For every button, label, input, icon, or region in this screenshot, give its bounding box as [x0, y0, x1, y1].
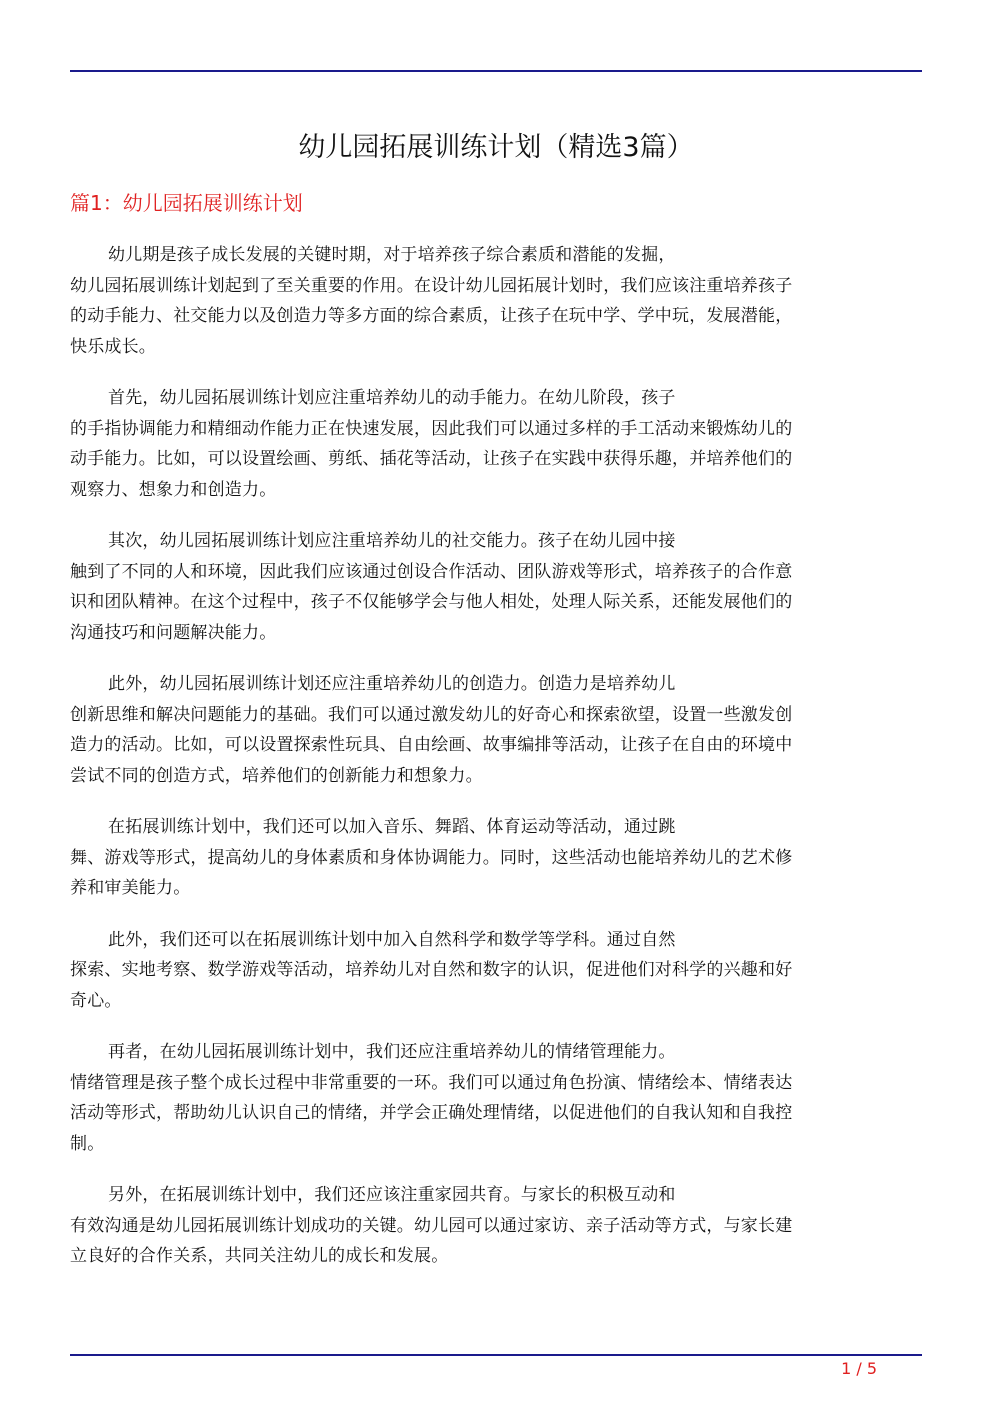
section-heading: 篇1：幼儿园拓展训练计划 — [70, 191, 303, 215]
paragraph-line: 活动等形式，帮助幼儿认识自己的情绪，并学会正确处理情绪，以促进他们的自我认知和自我控 — [70, 1103, 793, 1123]
document-title: 幼儿园拓展训练计划（精选3篇） — [298, 132, 694, 163]
paragraph-line: 立良好的合作关系，共同关注幼儿的成长和发展。 — [70, 1246, 449, 1266]
paragraph-line: 幼儿期是孩子成长发展的关键时期，对于培养孩子综合素质和潜能的发掘， — [108, 245, 676, 265]
paragraph-line: 舞、游戏等形式，提高幼儿的身体素质和身体协调能力。同时，这些活动也能培养幼儿的艺术修 — [70, 847, 793, 868]
paragraph-line: 奇心。 — [70, 990, 122, 1011]
paragraph-line: 探索、实地考察、数学游戏等活动，培养幼儿对自然和数字的认识，促进他们对科学的兴趣和好 — [70, 960, 793, 980]
paragraph-line: 再者，在幼儿园拓展训练计划中，我们还应注重培养幼儿的情绪管理能力。 — [108, 1042, 676, 1062]
paragraph-line: 养和审美能力。 — [70, 878, 191, 898]
paragraph-4 — [70, 669, 912, 791]
document-body — [70, 240, 912, 1293]
paragraph-line: 造力的活动。比如，可以设置探索性玩具、自由绘画、故事编排等活动，让孩子在自由的环境中 — [70, 735, 793, 755]
footer-rule — [70, 1354, 922, 1356]
paragraph-line: 动手能力。比如，可以设置绘画、剪纸、插花等活动，让孩子在实践中获得乐趣，并培养他们的 — [70, 449, 793, 469]
paragraph-line: 创新思维和解决问题能力的基础。我们可以通过激发幼儿的好奇心和探索欲望，设置一些激发创 — [70, 704, 793, 725]
paragraph-7 — [70, 1037, 912, 1159]
paragraph-line: 的动手能力、社交能力以及创造力等多方面的综合素质，让孩子在玩中学、学中玩，发展潜能， — [70, 306, 793, 326]
paragraph-line: 的手指协调能力和精细动作能力正在快速发展，因此我们可以通过多样的手工活动来锻炼幼儿的 — [70, 418, 793, 439]
paragraph-5 — [70, 812, 912, 904]
paragraph-line: 制。 — [70, 1133, 105, 1154]
paragraph-8 — [70, 1180, 912, 1272]
paragraph-line: 在拓展训练计划中，我们还可以加入音乐、舞蹈、体育运动等活动，通过跳 — [108, 817, 676, 837]
paragraph-1 — [70, 240, 912, 362]
paragraph-line: 触到了不同的人和环境，因此我们应该通过创设合作活动、团队游戏等形式，培养孩子的合作意 — [70, 561, 793, 582]
paragraph-3 — [70, 526, 912, 648]
paragraph-line: 此外，我们还可以在拓展训练计划中加入自然科学和数学等学科。通过自然 — [108, 929, 676, 950]
page-number: 1 / 5 — [841, 1359, 877, 1378]
paragraph-line: 识和团队精神。在这个过程中，孩子不仅能够学会与他人相处，处理人际关系，还能发展他们的 — [70, 592, 793, 612]
paragraph-line: 首先，幼儿园拓展训练计划应注重培养幼儿的动手能力。在幼儿阶段，孩子 — [108, 388, 676, 408]
paragraph-line: 此外，幼儿园拓展训练计划还应注重培养幼儿的创造力。创造力是培养幼儿 — [108, 674, 676, 694]
paragraph-2 — [70, 383, 912, 505]
paragraph-line: 尝试不同的创造方式，培养他们的创新能力和想象力。 — [70, 765, 483, 786]
paragraph-line: 幼儿园拓展训练计划起到了至关重要的作用。在设计幼儿园拓展计划时，我们应该注重培养孩子 — [70, 275, 793, 296]
paragraph-line: 观察力、想象力和创造力。 — [70, 479, 277, 500]
paragraph-6 — [70, 925, 912, 1017]
paragraph-line: 有效沟通是幼儿园拓展训练计划成功的关键。幼儿园可以通过家访、亲子活动等方式，与家长建 — [70, 1215, 793, 1236]
paragraph-line: 情绪管理是孩子整个成长过程中非常重要的一环。我们可以通过角色扮演、情绪绘本、情绪表达 — [70, 1072, 793, 1093]
paragraph-line: 另外，在拓展训练计划中，我们还应该注重家园共育。与家长的积极互动和 — [108, 1185, 676, 1205]
paragraph-line: 快乐成长。 — [70, 336, 156, 357]
paragraph-line: 其次，幼儿园拓展训练计划应注重培养幼儿的社交能力。孩子在幼儿园中接 — [108, 531, 676, 551]
paragraph-line: 沟通技巧和问题解决能力。 — [70, 622, 277, 643]
header-rule — [70, 70, 922, 72]
